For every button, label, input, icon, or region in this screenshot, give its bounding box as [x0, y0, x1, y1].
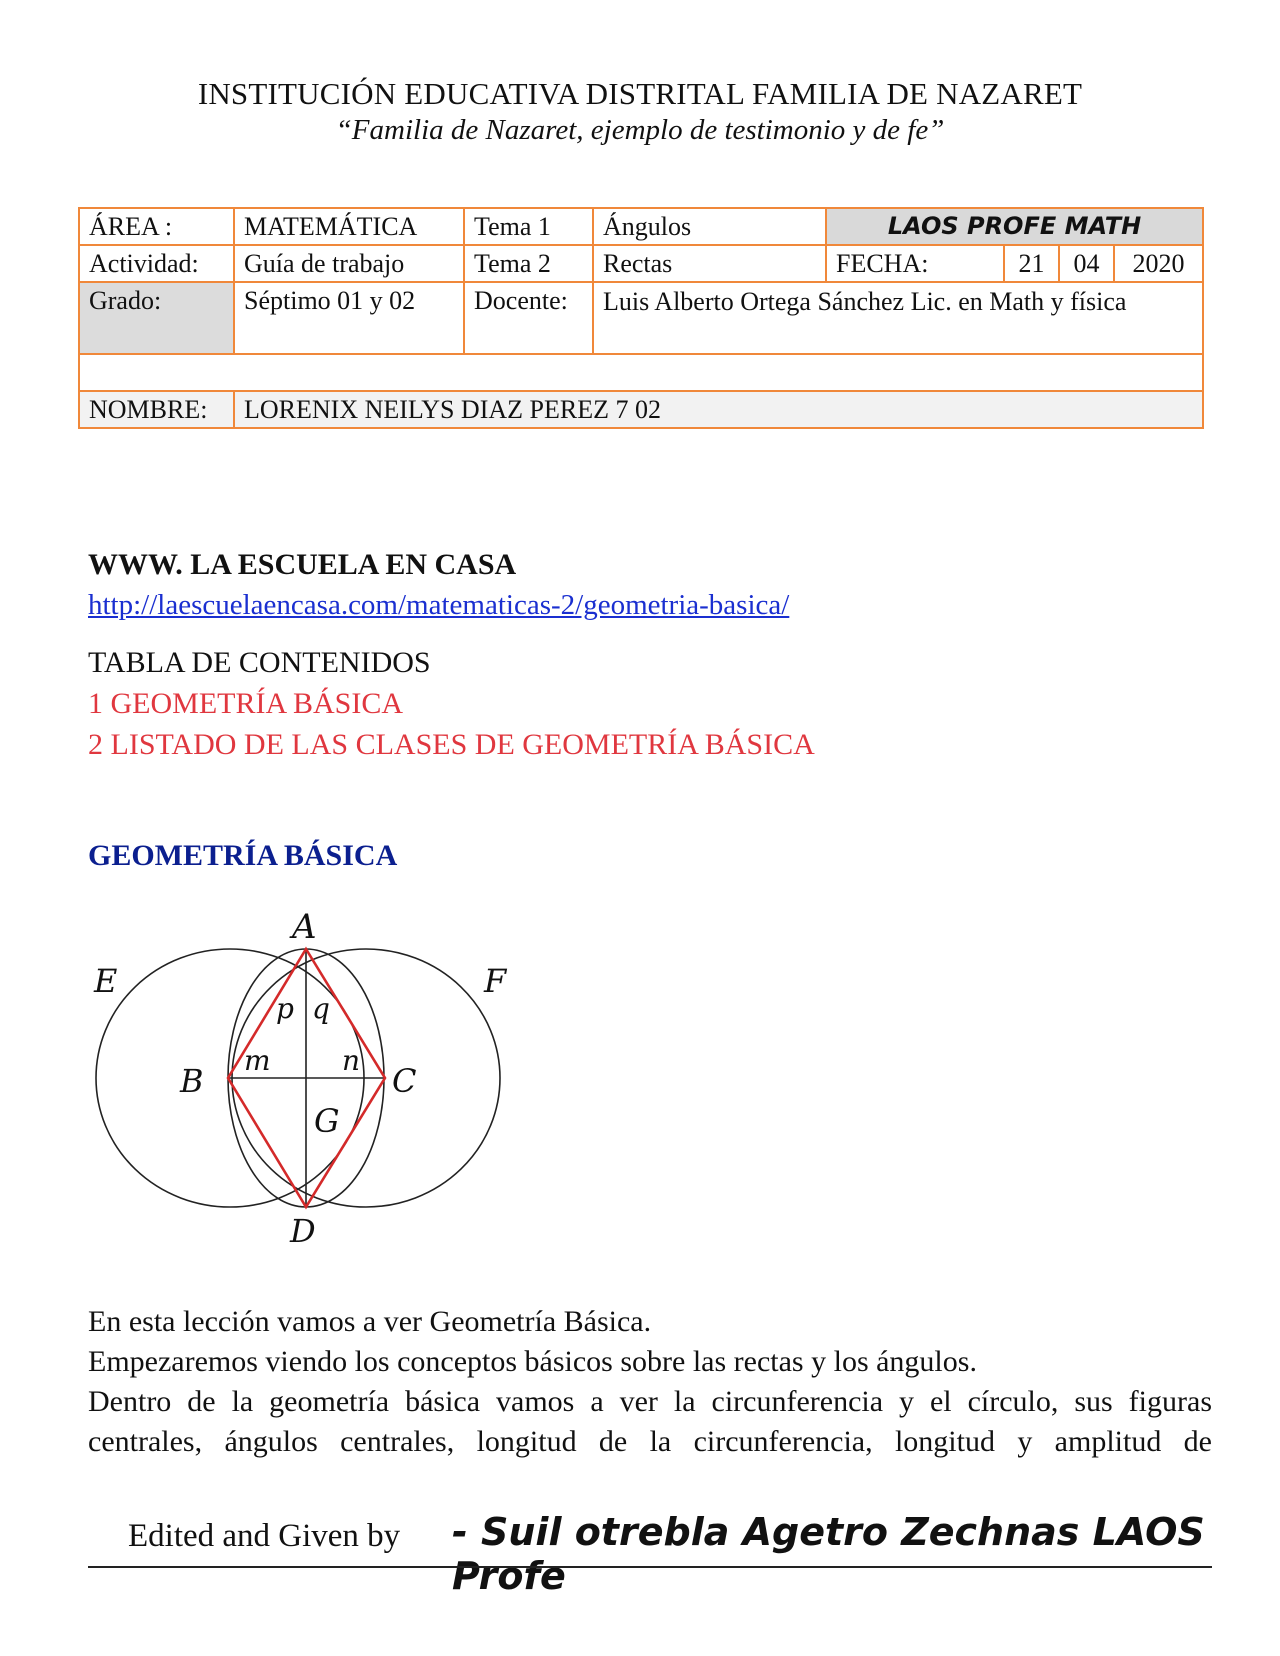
actividad-value: Guía de trabajo	[234, 245, 464, 282]
empty-row	[79, 354, 1203, 391]
label-g: G	[314, 1102, 340, 1140]
footer-signature: - Suil otrebla Agetro Zechnas LAOS Profe	[452, 1510, 1205, 1598]
paragraph-line: centrales, ángulos centrales, longitud de la circunferencia, longitud y amplitud de	[88, 1425, 1212, 1458]
table-row	[79, 245, 1203, 282]
paragraph-line: Empezaremos viendo los conceptos básicos sobre las rectas y los ángulos.	[88, 1345, 977, 1378]
paragraph-line: En esta lección vamos a ver Geometría Básica.	[88, 1305, 652, 1338]
section-title: GEOMETRÍA BÁSICA	[88, 839, 398, 872]
paragraph-line: Dentro de la geometría básica vamos a ver la circunferencia y el círculo, sus figuras	[88, 1385, 1212, 1418]
geometry-figure	[80, 900, 540, 1250]
grado-value: Séptimo 01 y 02	[234, 282, 464, 354]
site-title: WWW. LA ESCUELA EN CASA	[88, 548, 517, 581]
table-row	[79, 282, 1203, 354]
label-a: A	[292, 907, 317, 947]
table-row	[79, 354, 1203, 391]
toc-item[interactable]: 2 LISTADO DE LAS CLASES DE GEOMETRÍA BÁSICA	[88, 728, 815, 761]
info-table	[78, 207, 1204, 429]
institution-motto: “Familia de Nazaret, ejemplo de testimonio y de fe”	[335, 114, 945, 146]
intro-paragraph	[88, 1302, 1212, 1462]
table-row	[79, 208, 1203, 245]
grado-label: Grado:	[79, 282, 234, 354]
area-label: ÁREA :	[79, 208, 234, 245]
nombre-label: NOMBRE:	[79, 391, 234, 428]
docente-value: Luis Alberto Ortega Sánchez Lic. en Math y física	[593, 282, 1203, 354]
actividad-label: Actividad:	[79, 245, 234, 282]
institution-name: INSTITUCIÓN EDUCATIVA DISTRITAL FAMILIA DE NAZARET	[197, 76, 1083, 111]
nombre-value: LORENIX NEILYS DIAZ PEREZ 7 02	[234, 391, 1203, 428]
label-p: p	[276, 992, 294, 1025]
label-d: D	[290, 1212, 316, 1250]
fecha-day: 21	[1004, 245, 1059, 282]
fecha-month: 04	[1059, 245, 1114, 282]
toc-title: TABLA DE CONTENIDOS	[88, 646, 431, 679]
label-m: m	[244, 1044, 271, 1077]
tema1-value: Ángulos	[593, 208, 826, 245]
label-b: B	[180, 1062, 204, 1100]
docente-label: Docente:	[464, 282, 593, 354]
label-e: E	[94, 962, 118, 1000]
footer-rule	[88, 1566, 1212, 1568]
toc-item[interactable]: 1 GEOMETRÍA BÁSICA	[88, 687, 404, 720]
label-q: q	[312, 992, 330, 1025]
table-row	[79, 391, 1203, 428]
site-url-link[interactable]: http://laescuelaencasa.com/matematicas-2/geometria-basica/	[88, 589, 790, 621]
tema1-label: Tema 1	[464, 208, 593, 245]
footer-text: Edited and Given by	[128, 1518, 401, 1554]
label-c: C	[392, 1062, 417, 1100]
tema2-value: Rectas	[593, 245, 826, 282]
tema2-label: Tema 2	[464, 245, 593, 282]
fecha-label: FECHA:	[826, 245, 1004, 282]
fecha-year: 2020	[1114, 245, 1203, 282]
area-value: MATEMÁTICA	[234, 208, 464, 245]
brand-label: LAOS PROFE MATH	[826, 208, 1203, 245]
label-f: F	[484, 962, 507, 1000]
label-n: n	[342, 1044, 361, 1077]
